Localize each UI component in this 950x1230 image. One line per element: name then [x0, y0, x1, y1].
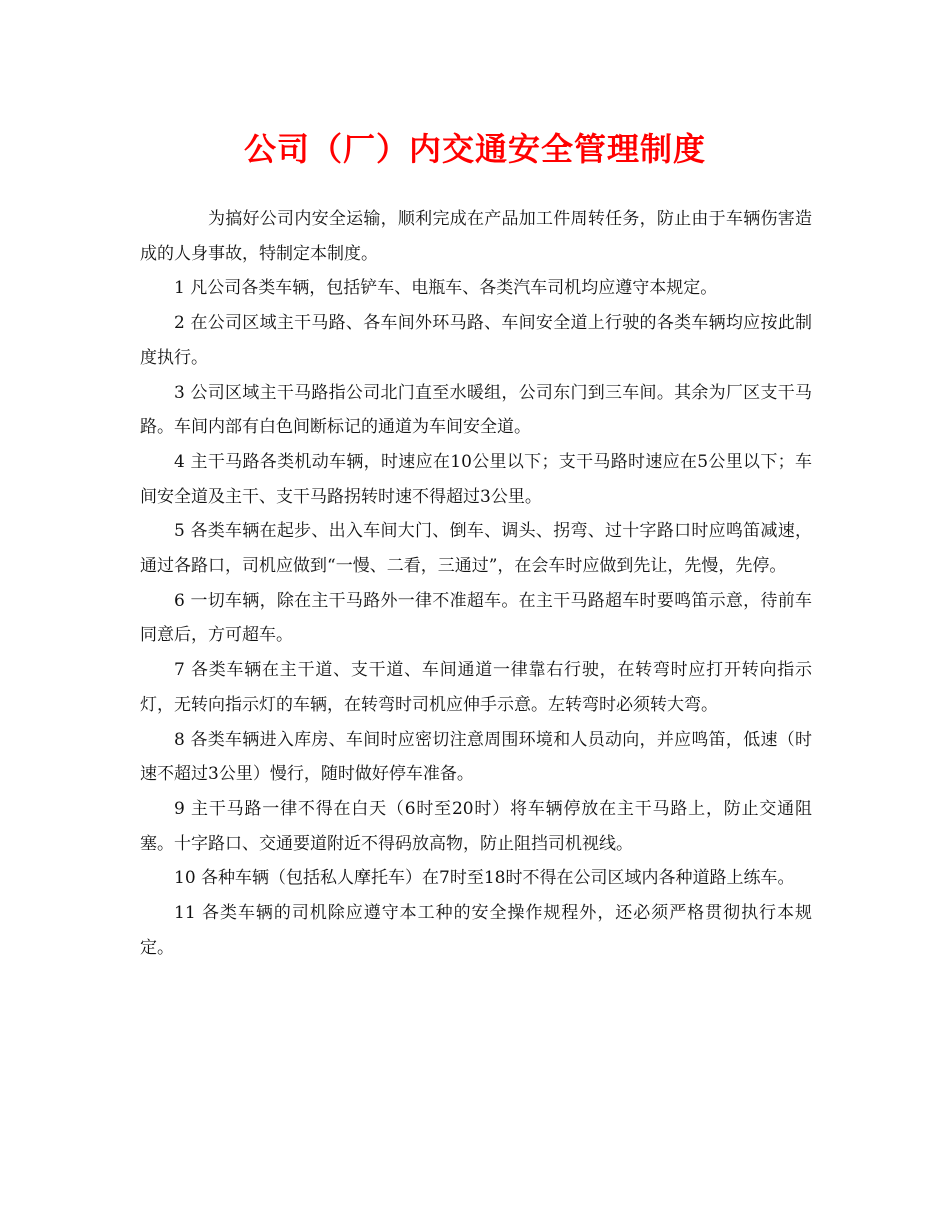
rule-item-11: 11 各类车辆的司机除应遵守本工种的安全操作规程外，还必须严格贯彻执行本规定。 — [140, 903, 812, 958]
rule-item-7: 7 各类车辆在主干道、支干道、车间通道一律靠右行驶，在转弯时应打开转向指示灯，无转向指示灯的车辆，在转弯时司机应伸手示意。左转弯时必须转大弯。 — [140, 660, 812, 715]
intro-paragraph: 为搞好公司内安全运输，顺利完成在产品加工件周转任务，防止由于车辆伤害造成的人身事故，特制定本制度。 — [140, 209, 812, 264]
rule-item-10: 10 各种车辆（包括私人摩托车）在7时至18时不得在公司区域内各种道路上练车。 — [174, 868, 795, 889]
rule-item-8: 8 各类车辆进入库房、车间时应密切注意周围环境和人员动向，并应鸣笛，低速（时速不超过3公里）慢行，随时做好停车准备。 — [140, 729, 812, 785]
document-title: 公司（厂）内交通安全管理制度 — [243, 130, 706, 168]
rule-item-9: 9 主干马路一律不得在白天（6时至20时）将车辆停放在主干马路上，防止交通阻塞。十字路口、交通要道附近不得码放高物，防止阻挡司机视线。 — [140, 798, 812, 854]
document-body — [140, 202, 812, 965]
rule-item-4: 4 主干马路各类机动车辆，时速应在10公里以下；支干马路时速应在5公里以下；车间安全道及主干、支干马路拐转时速不得超过3公里。 — [140, 451, 812, 507]
rule-item-5: 5 各类车辆在起步、出入车间大门、倒车、调头、拐弯、过十字路口时应鸣笛减速，通过各路口，司机应做到“一慢、二看，三通过”，在会车时应做到先让，先慢，先停。 — [140, 521, 812, 577]
rule-item-1: 1 凡公司各类车辆，包括铲车、电瓶车、各类汽车司机均应遵守本规定。 — [174, 278, 718, 299]
rule-item-3: 3 公司区域主干马路指公司北门直至水暖组，公司东门到三车间。其余为厂区支干马路。车间内部有白色间断标记的通道为车间安全道。 — [140, 382, 812, 438]
rule-item-6: 6 一切车辆，除在主干马路外一律不准超车。在主干马路超车时要鸣笛示意，待前车同意后，方可超车。 — [140, 590, 812, 646]
rule-item-2: 2 在公司区域主干马路、各车间外环马路、车间安全道上行驶的各类车辆均应按此制度执行。 — [140, 313, 812, 368]
